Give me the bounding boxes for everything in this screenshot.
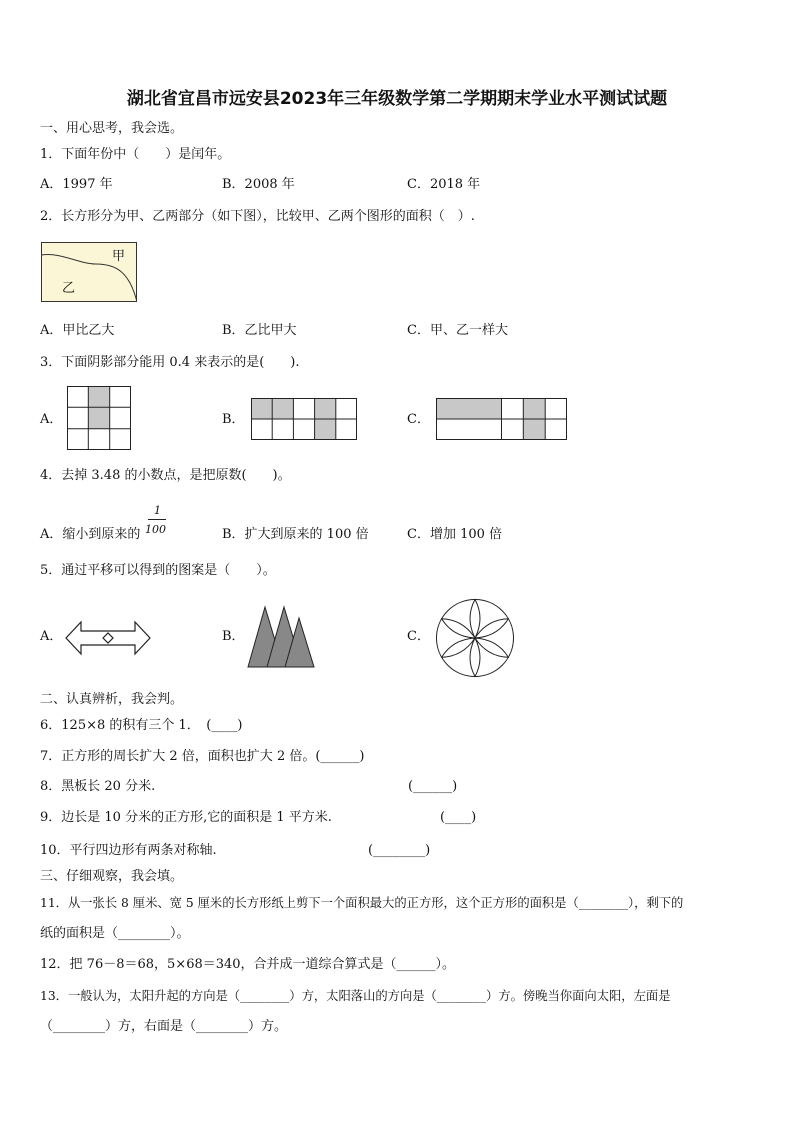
q3-grid-c [436, 398, 567, 440]
q12-statement: 12．把 76－8＝68，5×68＝340，合并成一道综合算式是（______）。 [40, 957, 456, 972]
q11-line-2: 纸的面积是（________）。 [40, 926, 190, 941]
page-title: 湖北省宜昌市远安县2023年三年级数学第二学期期末学业水平测试试题 [126, 89, 668, 109]
q3-option-b: B． [222, 412, 245, 427]
q1-option-b: B．2008 年 [222, 177, 295, 192]
q4-option-a: A．缩小到原来的 [40, 527, 141, 542]
q2-option-b: B．乙比甲大 [222, 323, 297, 338]
q9-statement: 9．边长是 10 分米的正方形,它的面积是 1 平方米. [40, 810, 332, 825]
q2-stem: 2．长方形分为甲、乙两部分（如下图），比较甲、乙两个图形的面积（ ）. [40, 209, 475, 224]
q10-answer-blank: (________) [368, 843, 431, 858]
q3-grid-b [251, 398, 357, 440]
q3-grid-a [67, 386, 131, 450]
q2-label-yi: 乙 [62, 281, 76, 296]
q3-option-c: C． [407, 412, 430, 427]
q2-option-a: A．甲比乙大 [40, 323, 115, 338]
q5-option-a: A． [40, 629, 63, 644]
section-2-heading: 二、认真辨析，我会判。 [40, 692, 184, 707]
q11-line-1: 11．从一张长 8 厘米、宽 5 厘米的长方形纸上剪下一个面积最大的正方形，这个正方形的面积是（________），剩下的 [40, 896, 684, 910]
q4-stem: 4．去掉 3.48 的小数点，是把原数( )。 [40, 468, 291, 483]
q10-statement: 10．平行四边形有两条对称轴. [40, 843, 217, 858]
q13-line-2: （________）方，右面是（________）方。 [40, 1019, 288, 1034]
q2-option-c: C．甲、乙一样大 [407, 323, 508, 338]
q7-statement: 7．正方形的周长扩大 2 倍，面积也扩大 2 倍。(______) [40, 749, 365, 764]
q5-double-arrow-figure [65, 621, 151, 655]
q1-option-c: C．2018 年 [407, 177, 481, 192]
q8-answer-blank: (______) [408, 779, 458, 794]
q4-fraction-denominator: 100 [145, 523, 166, 536]
section-1-heading: 一、用心思考，我会选。 [40, 121, 184, 136]
q5-flower-circle-figure [435, 598, 515, 678]
q13-line-1: 13．一般认为，太阳升起的方向是（________）方，太阳落山的方向是（________）方。傍晚当你面向太阳，左面是 [40, 989, 671, 1003]
q4-fraction-numerator: 1 [154, 504, 161, 517]
q5-triangles-figure [247, 606, 315, 668]
q4-fraction-bar [148, 519, 166, 520]
q5-stem: 5．通过平移可以得到的图案是（ ）。 [40, 563, 276, 578]
section-3-heading: 三、仔细观察，我会填。 [40, 869, 184, 884]
q3-stem: 3．下面阴影部分能用 0.4 来表示的是( ). [40, 355, 300, 370]
q3-option-a: A． [40, 412, 63, 427]
q5-option-b: B． [222, 629, 245, 644]
q6-statement: 6．125×8 的积有三个 1． (____) [40, 718, 243, 733]
q2-label-jia: 甲 [112, 249, 126, 264]
q4-option-b: B．扩大到原来的 100 倍 [222, 527, 369, 542]
q9-answer-blank: (____) [440, 810, 477, 825]
q1-option-a: A．1997 年 [40, 177, 113, 192]
q5-option-c: C． [407, 629, 430, 644]
q8-statement: 8．黑板长 20 分米. [40, 779, 156, 794]
q1-stem: 1．下面年份中（ ）是闰年。 [40, 147, 231, 162]
q4-option-c: C．增加 100 倍 [407, 527, 503, 542]
